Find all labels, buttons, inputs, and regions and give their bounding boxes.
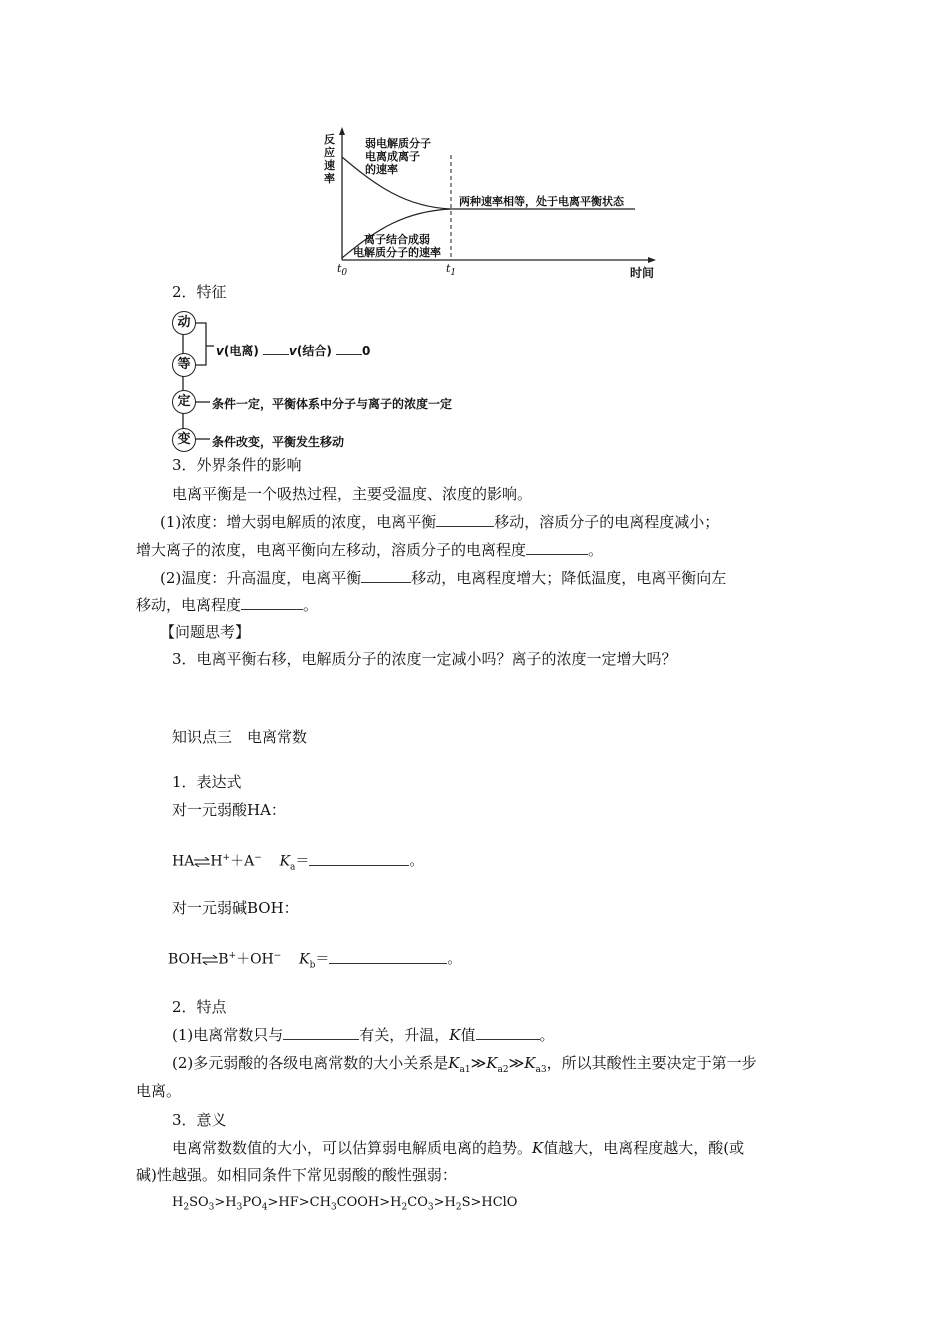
meaning-line1 (172, 1138, 744, 1158)
bracket (195, 323, 206, 365)
acid-part: COOH>H (336, 1195, 402, 1210)
acid-part: S>HClO (461, 1195, 518, 1210)
base-equation (168, 946, 461, 975)
blank-kb-expression[interactable] (329, 951, 447, 964)
acid-part: >H (214, 1195, 237, 1210)
y-label-char: 率 (324, 172, 335, 185)
features-diagram-lines (170, 310, 390, 450)
s3-p1b: 移动，溶质分子的电离程度减小； (494, 513, 720, 531)
characteristics-title: 2．特点 (172, 998, 227, 1016)
t0-sub: 0 (341, 268, 348, 279)
s3-paragraph1-line1 (160, 512, 719, 532)
y-label-char: 反 (324, 133, 335, 146)
acid-sub: 3 (208, 1202, 215, 1213)
much-greater: ≫ (470, 1054, 487, 1072)
char-paragraph2-line1 (172, 1053, 757, 1080)
ding-description: 条件一定，平衡体系中分子与离子的浓度一定 (212, 397, 453, 411)
curve1-label-line: 弱电解质分子 (365, 137, 431, 150)
feature-dong-circle: 动 (172, 311, 196, 335)
base-intro: 对一元弱碱BOH： (172, 899, 299, 917)
curve2-label-line: 电解质分子的速率 (353, 246, 441, 259)
s3-paragraph2-line2 (136, 595, 318, 615)
t0-label (337, 262, 347, 278)
char-paragraph1 (172, 1025, 555, 1045)
acid-strength-order (172, 1193, 517, 1218)
s3-p2a: (2)温度：升高温度，电离平衡 (160, 569, 362, 587)
s3-p1c: 增大离子的浓度，电离平衡向左移动，溶质分子的电离程度 (136, 541, 527, 559)
rate-relation (216, 340, 370, 359)
y-label-char: 应 (324, 146, 335, 159)
base-b: B (218, 951, 229, 968)
zero-value: 0 (362, 344, 371, 358)
acid-part: CO (407, 1195, 428, 1210)
acid-sub: 3 (427, 1202, 434, 1213)
ka3-symbol: K (524, 1054, 536, 1072)
acid-a: ＋A (230, 853, 255, 870)
question-3: 3．电离平衡右移，电解质分子的浓度一定减小吗？离子的浓度一定增大吗？ (172, 650, 677, 668)
blank-ionization-degree[interactable] (526, 540, 588, 555)
kb-symbol: K (299, 951, 310, 968)
sup-minus: − (273, 951, 282, 961)
acid-equation (172, 848, 423, 877)
acid-ha: HA (172, 853, 195, 870)
much-greater: ≫ (508, 1054, 525, 1072)
kb-sub: b (309, 960, 316, 971)
t1-text: t (446, 262, 451, 275)
k-symbol: K (449, 1026, 461, 1044)
period: 。 (409, 853, 424, 870)
meaning-p1c: 值越大，电离程度越大，酸(或 (543, 1139, 745, 1157)
blank-rate-compare[interactable] (263, 340, 289, 355)
curve1-label (365, 137, 431, 176)
char-p1e: 。 (539, 1026, 555, 1044)
y-axis-arrow (339, 127, 345, 135)
section2-title: 2．特征 (172, 283, 227, 301)
t1-label (446, 262, 456, 278)
base-oh: ＋OH (236, 951, 274, 968)
kp3-title: 知识点三 电离常数 (172, 728, 308, 746)
ka-symbol: K (279, 853, 291, 870)
ka1-symbol: K (448, 1054, 460, 1072)
curve1-label-line: 电离成离子 (365, 150, 420, 163)
recombination-label: (结合) (296, 344, 332, 358)
s3-p2d: 。 (303, 596, 319, 614)
blank-ka-expression[interactable] (309, 853, 409, 866)
meaning-title: 3．意义 (172, 1111, 227, 1129)
sup-minus: − (254, 853, 262, 863)
blank-depends-on[interactable] (283, 1025, 359, 1040)
blank-k-change[interactable] (476, 1025, 540, 1040)
acid-sub: 2 (401, 1202, 408, 1213)
acid-part: >HF>CH (267, 1195, 331, 1210)
s3-p2c: 移动，电离程度 (136, 596, 242, 614)
acid-part: H (172, 1195, 184, 1210)
question-tag: 【问题思考】 (160, 623, 251, 641)
acid-sub: 3 (236, 1202, 243, 1213)
t0-text: t (337, 262, 342, 275)
v-symbol: v (289, 344, 297, 358)
bian-description: 条件改变，平衡发生移动 (212, 435, 345, 449)
base-boh: BOH (168, 951, 203, 968)
s3-p1a: (1)浓度：增大弱电解质的浓度，电离平衡 (160, 513, 437, 531)
acid-sub: 3 (330, 1202, 337, 1213)
y-label-char: 速 (324, 159, 335, 172)
ka2-symbol: K (486, 1054, 498, 1072)
expression-title: 1．表达式 (172, 773, 242, 791)
s3-paragraph1-line2 (136, 540, 603, 560)
acid-sub: 4 (261, 1202, 268, 1213)
x-axis-arrow (648, 257, 656, 263)
acid-part: >H (433, 1195, 456, 1210)
ka2-sub: a2 (497, 1065, 509, 1075)
ionization-label: (电离) (223, 344, 259, 358)
t1-sub: 1 (450, 268, 457, 279)
sup-plus: + (228, 951, 237, 961)
period: 。 (447, 951, 462, 968)
acid-sub: 2 (455, 1202, 462, 1213)
char-p1b: 有关，升温， (359, 1026, 450, 1044)
graph-y-label (324, 133, 335, 185)
char-p2a: (2)多元弱酸的各级电离常数的大小关系是 (172, 1054, 449, 1072)
char-p1d: 值 (460, 1026, 476, 1044)
acid-part: SO (189, 1195, 209, 1210)
blank-temperature-direction[interactable] (361, 568, 411, 583)
section3-title: 3．外界条件的影响 (172, 456, 302, 474)
ka1-sub: a1 (459, 1065, 471, 1075)
curve1-label-line: 的速率 (365, 163, 398, 176)
acid-intro: 对一元弱酸HA： (172, 801, 286, 819)
s3-p2b: 移动，电离程度增大；降低温度，电离平衡向左 (411, 569, 727, 587)
s3-intro: 电离平衡是一个吸热过程，主要受温度、浓度的影响。 (172, 485, 533, 503)
s3-paragraph2-line1 (160, 568, 726, 588)
feature-ding-circle: 定 (172, 390, 196, 414)
equals: ＝ (295, 853, 310, 870)
x-axis-label: 时间 (630, 266, 655, 280)
feature-deng-circle: 等 (172, 353, 196, 377)
acid-h: H (210, 853, 223, 870)
curve2-label (353, 233, 441, 259)
char-paragraph2-line2: 电离。 (136, 1082, 182, 1100)
k-symbol: K (532, 1139, 544, 1157)
equilibrium-arrow-icon (202, 955, 218, 965)
equilibrium-label: 两种速率相等，处于电离平衡状态 (459, 195, 624, 208)
char-p2b: ，所以其酸性主要决定于第一步 (546, 1054, 757, 1072)
meaning-line2: 碱)性越强。如相同条件下常见弱酸的酸性强弱： (136, 1166, 457, 1184)
equilibrium-arrow-icon (194, 857, 210, 867)
feature-bian-circle: 变 (172, 428, 196, 452)
blank-low-temp-degree[interactable] (241, 595, 303, 610)
ka3-sub: a3 (535, 1065, 547, 1075)
acid-part: PO (242, 1195, 262, 1210)
blank-concentration-direction[interactable] (436, 512, 494, 527)
char-p1a: (1)电离常数只与 (172, 1026, 284, 1044)
ka-sub: a (290, 862, 296, 873)
acid-sub: 2 (183, 1202, 190, 1213)
curve2-label-line: 离子结合成弱 (364, 233, 430, 246)
sup-plus: + (222, 853, 231, 863)
v-symbol: v (216, 344, 224, 358)
meaning-p1a: 电离常数数值的大小，可以估算弱电解质电离的趋势。 (172, 1139, 533, 1157)
blank-zero-compare[interactable] (336, 340, 362, 355)
s3-p1d: 。 (588, 541, 604, 559)
equals: ＝ (315, 951, 330, 968)
